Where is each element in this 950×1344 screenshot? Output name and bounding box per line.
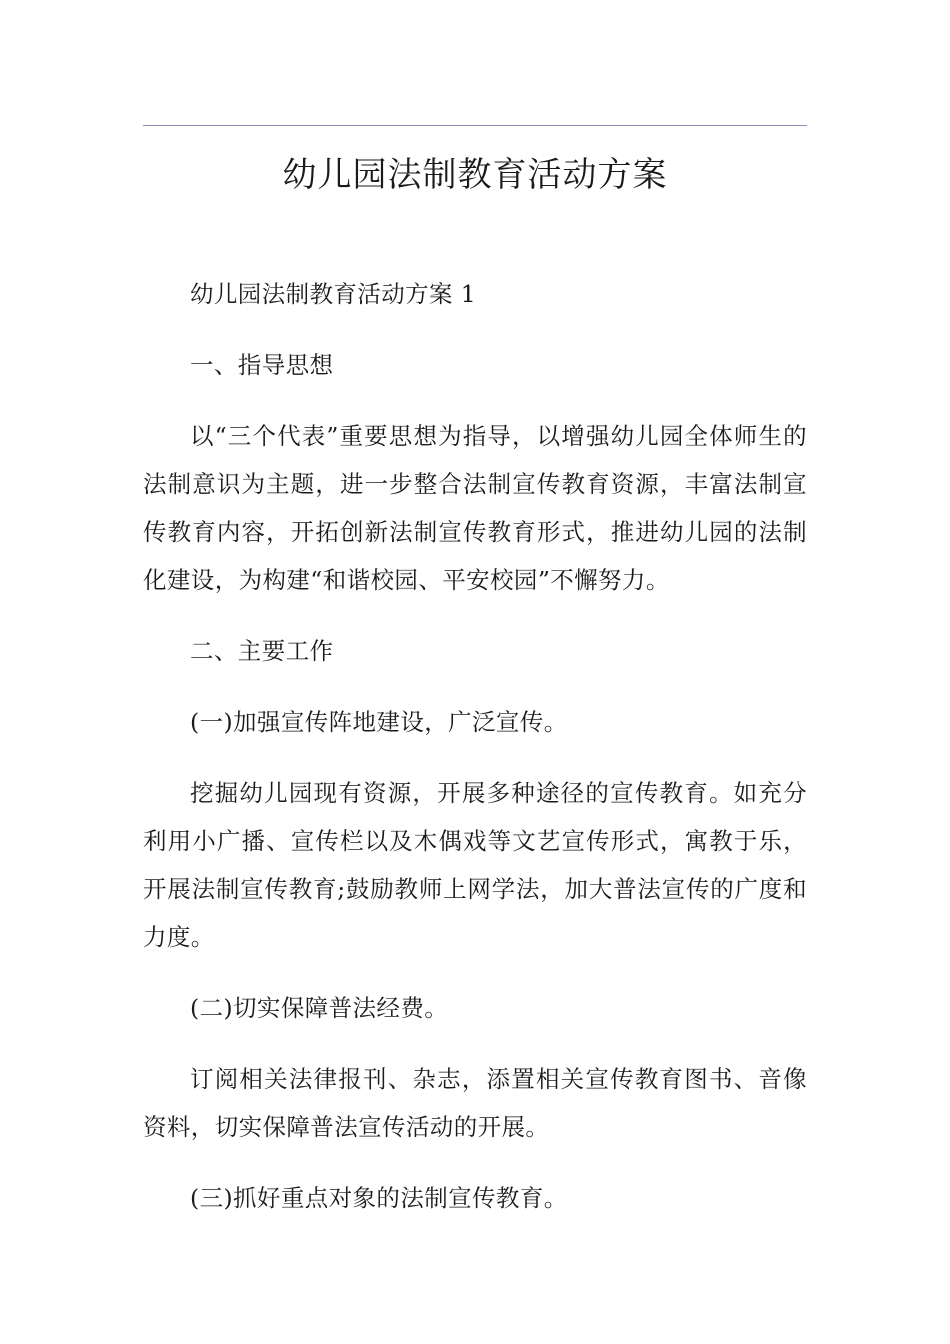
paragraph-funding: 订阅相关法律报刊、杂志，添置相关宣传教育图书、音像资料，切实保障普法宣传活动的开展。: [143, 1065, 807, 1141]
heading-guiding-ideology: 一、指导思想: [190, 351, 334, 379]
subheading-key-targets: (三)抓好重点对象的法制宣传教育。: [190, 1184, 568, 1212]
section-heading-plan-1: 幼儿园法制教育活动方案 1: [190, 280, 477, 308]
subheading-funding: (二)切实保障普法经费。: [190, 994, 449, 1022]
subheading-publicity-base: (一)加强宣传阵地建设，广泛宣传。: [190, 708, 568, 736]
document-body: [143, 270, 807, 1222]
paragraph-guiding-ideology: 以“三个代表”重要思想为指导，以增强幼儿园全体师生的法制意识为主题，进一步整合法制宣传教育资源，丰富法制宣传教育内容，开拓创新法制宣传教育形式，推进幼儿园的法制化建设，为构建“和谐校园、平安校园”不懈努力。: [143, 422, 807, 594]
header-divider: [143, 125, 807, 126]
heading-main-work: 二、主要工作: [190, 637, 334, 665]
paragraph-publicity-base: 挖掘幼儿园现有资源，开展多种途径的宣传教育。如充分利用小广播、宣传栏以及木偶戏等文艺宣传形式，寓教于乐，开展法制宣传教育;鼓励教师上网学法，加大普法宣传的广度和力度。: [143, 779, 807, 951]
document-title: 幼儿园法制教育活动方案: [282, 155, 668, 195]
